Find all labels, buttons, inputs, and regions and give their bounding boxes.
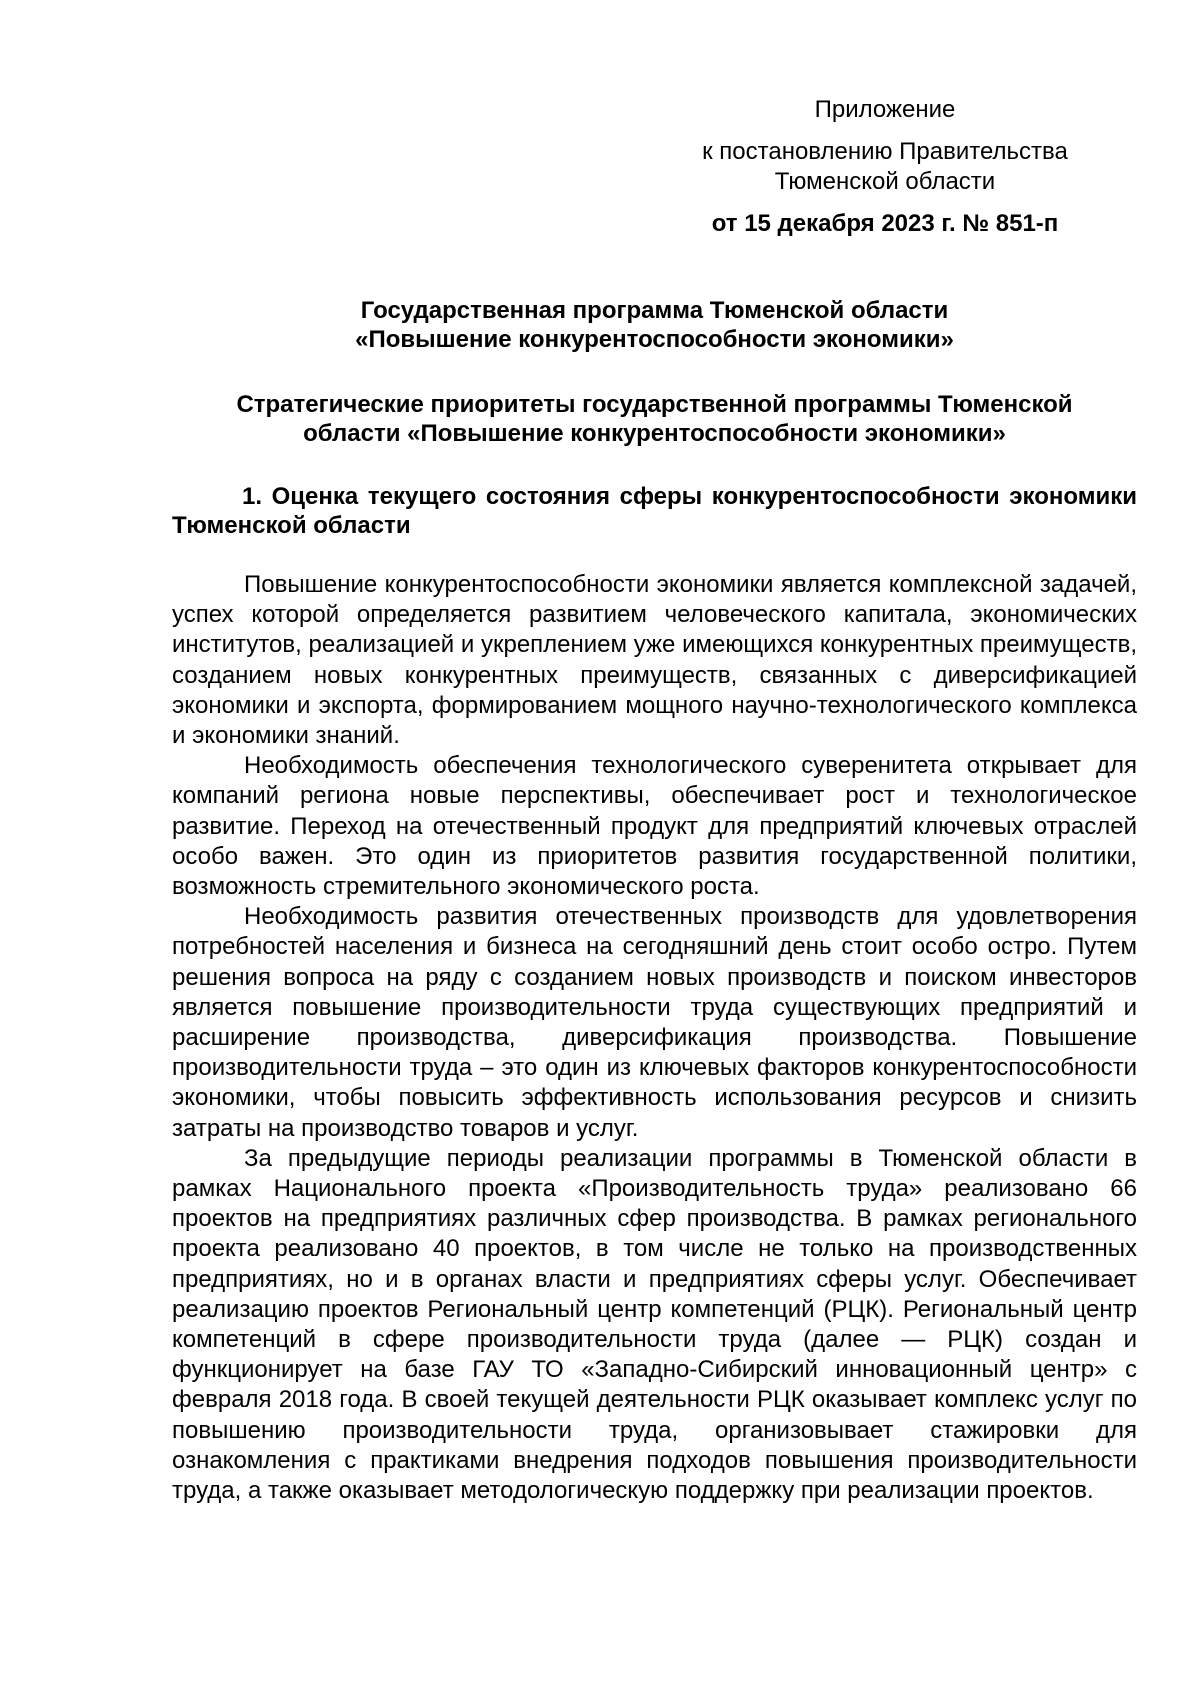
paragraph: За предыдущие периоды реализации программы в Тюменской области в рамках Национального проекта «Производительность труда» реализовано 66 проектов на предприятиях различных сфер производства. В рамках регионального проекта реализовано 40 проектов, в том числе не только на производственных предприятиях, но и в органах власти и предприятиях сферы услуг. Обеспечивает реализацию проектов Региональный центр компетенций (РЦК). Региональный центр компетенций в сфере производительности труда (далее — РЦК) создан и функционирует на базе ГАУ ТО «Западно-Сибирский инновационный центр» с февраля 2018 года. В своей текущей деятельности РЦК оказывает комплекс услуг по повышению производительности труда, организовывает стажировки для ознакомления с практиками внедрения подходов повышения производительности труда, а также оказывает методологическую поддержку при реализации проектов. — [172, 1144, 1137, 1505]
program-title — [172, 296, 1137, 354]
appendix-header — [640, 95, 1130, 239]
priorities-title — [172, 390, 1137, 448]
section-1-body — [172, 570, 1137, 1506]
decree-line-1: к постановлению Правительства — [702, 138, 1068, 165]
section-1-heading-text: 1. Оценка текущего состояния сферы конкурентоспособности экономики Тюменской области — [172, 483, 1137, 539]
priorities-title-line-1: Стратегические приоритеты государственной программы Тюменской — [236, 391, 1073, 418]
paragraph: Необходимость обеспечения технологического суверенитета открывает для компаний региона новые перспективы, обеспечивает рост и технологическое развитие. Переход на отечественный продукт для предприятий ключевых отраслей особо важен. Это один из приоритетов развития государственной политики, возможность стремительного экономического роста. — [172, 752, 1137, 901]
priorities-title-line-2: области «Повышение конкурентоспособности экономики» — [303, 420, 1006, 447]
program-title-line-2: «Повышение конкурентоспособности экономики» — [355, 326, 954, 353]
paragraph: Необходимость развития отечественных производств для удовлетворения потребностей населения и бизнеса на сегодняшний день стоит особо остро. Путем решения вопроса на ряду с созданием новых производств и поиском инвесторов является повышение производительности труда существующих предприятий и расширение производства, диверсификация производства. Повышение производительности труда – это один из ключевых факторов конкурентоспособности экономики, чтобы повысить эффективность использования ресурсов и снизить затраты на производство товаров и услуг. — [172, 903, 1137, 1142]
section-1-heading — [172, 482, 1137, 540]
decree-date: от 15 декабря 2023 г. № 851-п — [711, 210, 1059, 237]
appendix-title: Приложение — [814, 96, 956, 123]
program-title-line-1: Государственная программа Тюменской области — [360, 297, 949, 324]
decree-line-2: Тюменской области — [774, 168, 996, 195]
paragraph: Повышение конкурентоспособности экономики является комплексной задачей, успех которой определяется развитием человеческого капитала, экономических институтов, реализацией и укреплением уже имеющихся конкурентных преимуществ, созданием новых конкурентных преимуществ, связанных с диверсификацией экономики и экспорта, формированием мощного научно-технологического комплекса и экономики знаний. — [172, 571, 1137, 750]
